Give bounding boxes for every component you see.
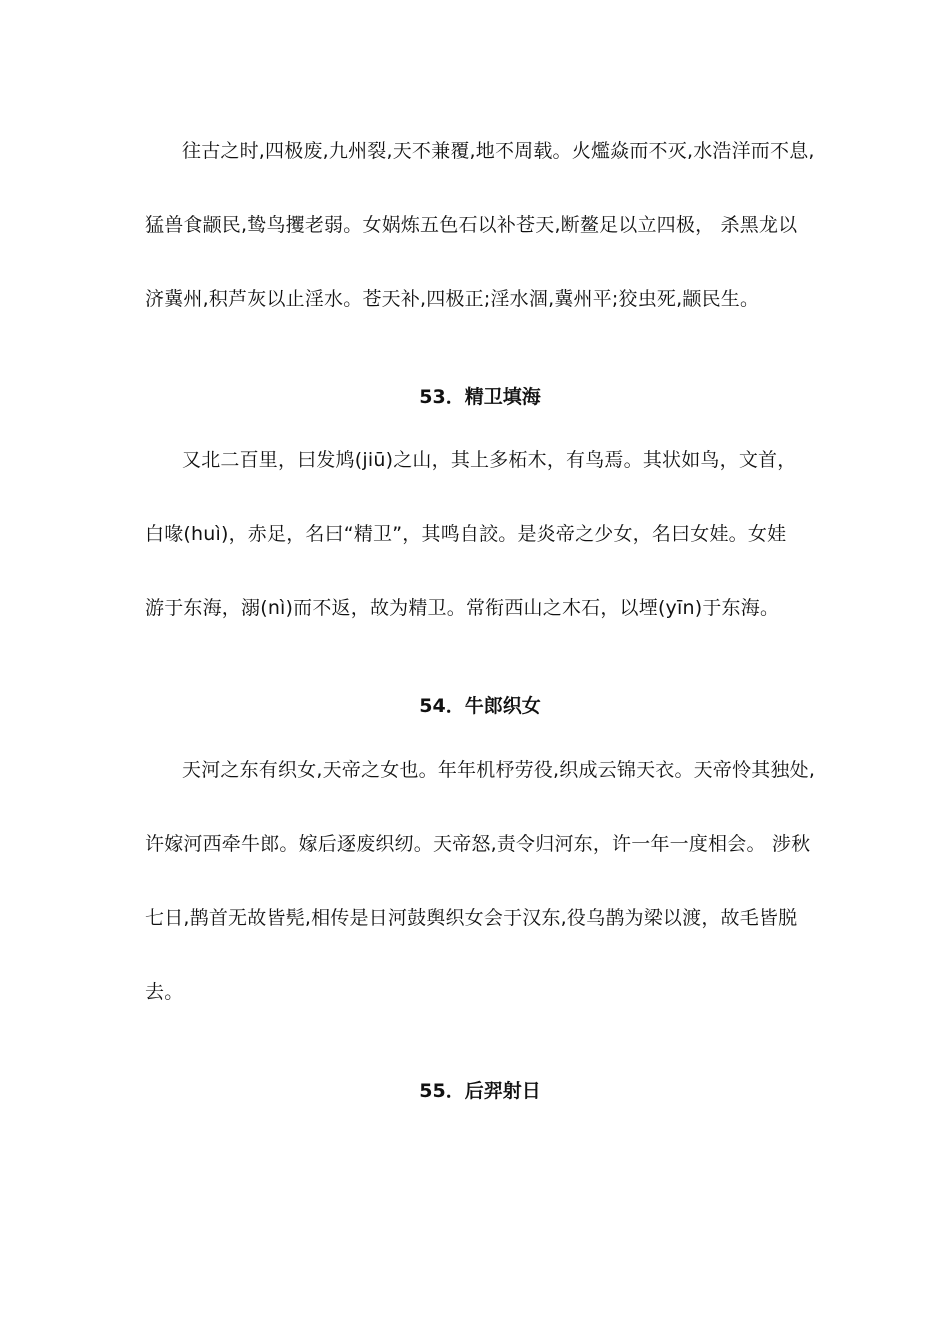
section-heading: 53．精卫填海 — [419, 386, 541, 408]
paragraph-line: 天河之东有织女,天帝之女也。年年机杼劳役,织成云锦天衣。天帝怜其独处, — [182, 759, 816, 781]
section-heading: 54．牛郎织女 — [419, 695, 541, 717]
paragraph-line: 游于东海，溺(nì)而不返，故为精卫。常衔西山之木石，以堙(yīn)于东海。 — [145, 597, 780, 619]
paragraph-line: 白喙(huì)，赤足，名曰“精卫”，其鸣自詨。是炎帝之少女，名曰女娃。女娃 — [145, 523, 787, 545]
paragraph-line: 往古之时,四极废,九州裂,天不兼覆,地不周载。火爁焱而不灭,水浩洋而不息, — [182, 140, 815, 162]
paragraph-line: 又北二百里，曰发鸠(jiū)之山，其上多柘木，有鸟焉。其状如鸟，文首， — [182, 449, 797, 471]
paragraph-line: 猛兽食颛民,鸷鸟攫老弱。女娲炼五色石以补苍天,断鳌足以立四极， 杀黑龙以 — [145, 214, 798, 236]
paragraph-line: 去。 — [145, 981, 184, 1003]
paragraph-line: 许嫁河西牵牛郎。嫁后逐废织纫。天帝怒,责令归河东，许一年一度相会。 涉秋 — [145, 833, 811, 855]
section-heading: 55．后羿射日 — [419, 1080, 541, 1102]
paragraph-line: 七日,鹊首无故皆髡,相传是日河鼓舆织女会于汉东,役乌鹊为梁以渡，故毛皆脱 — [145, 907, 798, 929]
paragraph-line: 济冀州,积芦灰以止淫水。苍天补,四极正;淫水涸,冀州平;狡虫死,颛民生。 — [145, 288, 760, 310]
